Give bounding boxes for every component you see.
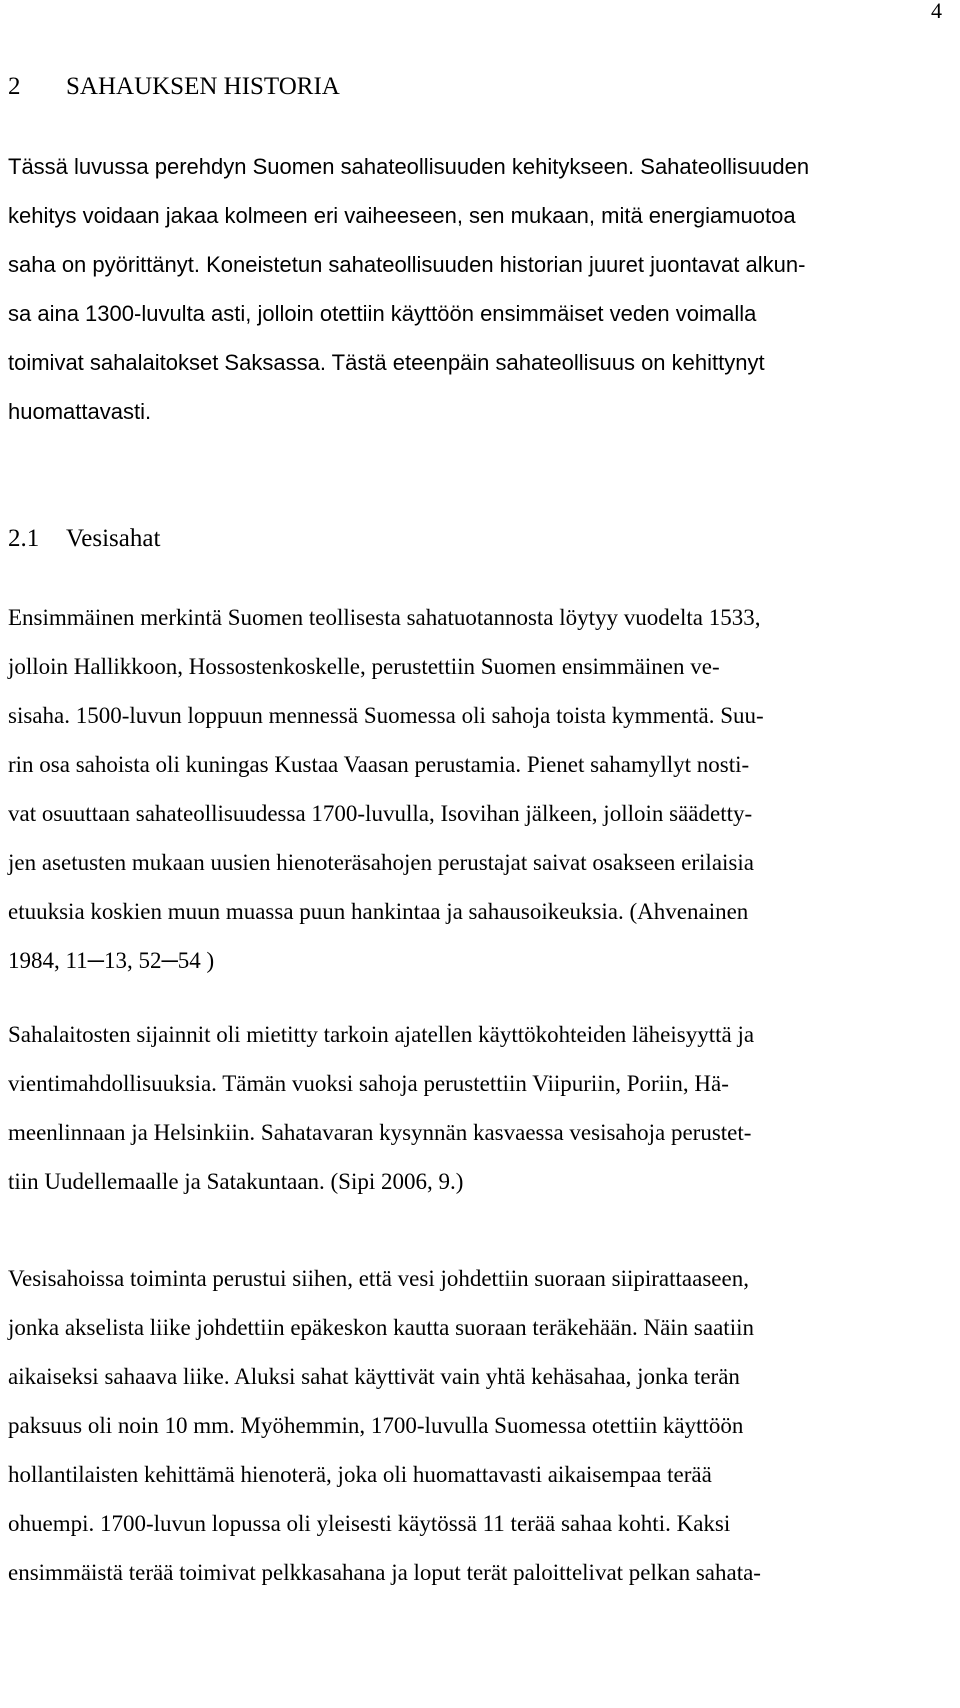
paragraph-line: paksuus oli noin 10 mm. Myöhemmin, 1700-luvulla Suomessa otettiin käyttöön [8,1413,744,1438]
paragraph-line: hollantilaisten kehittämä hienoterä, joka oli huomattavasti aikaisempaa terää [8,1462,712,1487]
page-number: 4 [931,0,942,23]
body-paragraph [8,1010,938,1206]
paragraph-line: meenlinnaan ja Helsinkiin. Sahatavaran kysynnän kasvaessa vesisahoja perustet- [8,1120,752,1145]
intro-line: saha on pyörittänyt. Koneistetun sahateollisuuden historian juuret juontavat alkun- [8,252,806,277]
paragraph-line: Sahalaitosten sijainnit oli mietitty tarkoin ajatellen käyttökohteiden läheisyyttä ja [8,1022,755,1047]
body-paragraph [8,593,938,985]
paragraph-line: etuuksia koskien muun muassa puun hankintaa ja sahausoikeuksia. (Ahvenainen [8,899,749,924]
intro-line: toimivat sahalaitokset Saksassa. Tästä eteenpäin sahateollisuus on kehittynyt [8,350,765,375]
paragraph-line: jonka akselista liike johdettiin epäkeskon kautta suoraan teräkehään. Näin saatiin [8,1315,754,1340]
intro-line: sa aina 1300-luvulta asti, jolloin otettiin käyttöön ensimmäiset veden voimalla [8,301,757,326]
paragraph-line: ensimmäistä terää toimivat pelkkasahana ja loput terät paloittelivat pelkan sahata- [8,1560,761,1585]
section-heading [8,72,340,102]
paragraph-line: rin osa sahoista oli kuningas Kustaa Vaasan perustamia. Pienet sahamyllyt nosti- [8,752,750,777]
body-paragraph [8,1254,938,1597]
paragraph-line: jolloin Hallikkoon, Hossostenkoskelle, perustettiin Suomen ensimmäinen ve- [8,654,720,679]
paragraph-line: vientimahdollisuuksia. Tämän vuoksi sahoja perustettiin Viipuriin, Poriin, Hä- [8,1071,729,1096]
paragraph-line: sisaha. 1500-luvun loppuun mennessä Suomessa oli sahoja toista kymmentä. Suu- [8,703,764,728]
intro-paragraph [8,142,938,436]
intro-line: huomattavasti. [8,399,152,424]
paragraph-line: 1984, 11─13, 52─54 ) [8,948,215,973]
subsection-number: 2.1 [8,525,40,552]
intro-line: Tässä luvussa perehdyn Suomen sahateollisuuden kehitykseen. Sahateollisuuden [8,154,810,179]
paragraph-line: tiin Uudellemaalle ja Satakuntaan. (Sipi 2006, 9.) [8,1169,464,1194]
section-title: SAHAUKSEN HISTORIA [66,73,340,100]
intro-line: kehitys voidaan jakaa kolmeen eri vaiheeseen, sen mukaan, mitä energiamuotoa [8,203,796,228]
subsection-heading [8,524,160,554]
subsection-title: Vesisahat [66,525,161,552]
paragraph-line: aikaiseksi sahaava liike. Aluksi sahat käyttivät vain yhtä kehäsahaa, jonka terän [8,1364,740,1389]
section-number: 2 [8,73,21,100]
paragraph-line: Vesisahoissa toiminta perustui siihen, että vesi johdettiin suoraan siipirattaaseen, [8,1266,749,1291]
paragraph-line: vat osuuttaan sahateollisuudessa 1700-luvulla, Isovihan jälkeen, jolloin säädetty- [8,801,753,826]
paragraph-line: jen asetusten mukaan uusien hienoteräsahojen perustajat saivat osakseen erilaisia [8,850,754,875]
paragraph-line: ohuempi. 1700-luvun lopussa oli yleisesti käytössä 11 terää sahaa kohti. Kaksi [8,1511,731,1536]
paragraph-line: Ensimmäinen merkintä Suomen teollisesta sahatuotannosta löytyy vuodelta 1533, [8,605,761,630]
